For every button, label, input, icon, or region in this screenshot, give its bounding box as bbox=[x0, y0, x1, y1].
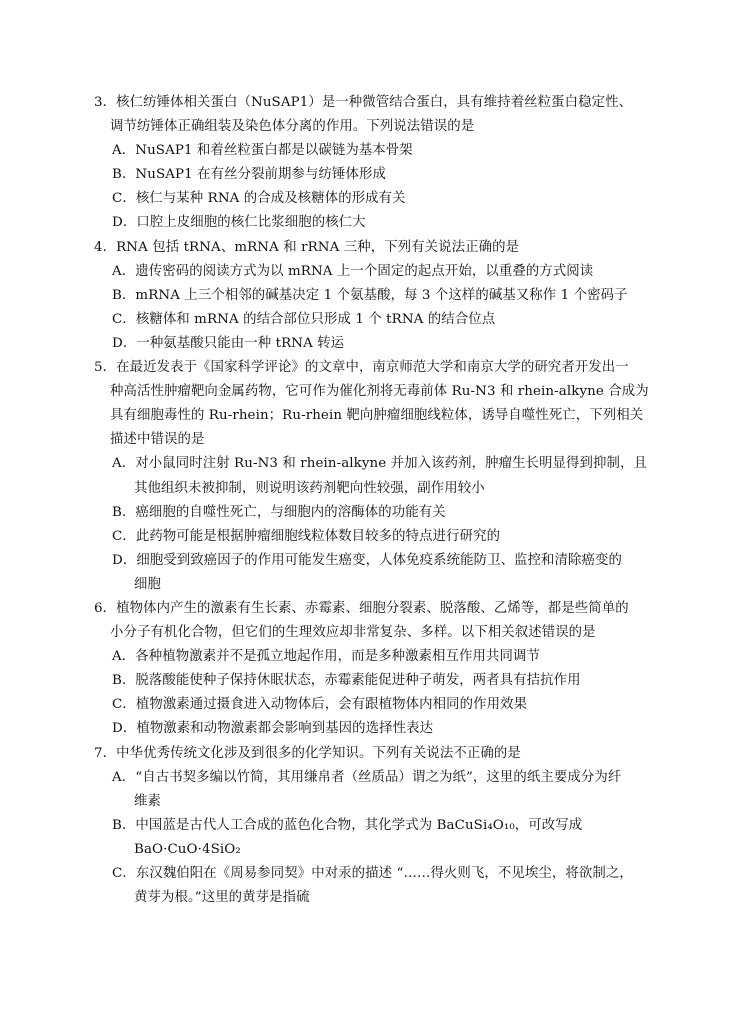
answer-option-continued: BaO·CuO·4SiO₂ bbox=[134, 841, 241, 857]
answer-option: A．各种植物激素并不是孤立地起作用，而是多种激素相互作用共同调节 bbox=[112, 649, 540, 665]
question-7 bbox=[94, 742, 654, 911]
answer-option: B．mRNA 上三个相邻的碱基决定 1 个氨基酸，每 3 个这样的碱基又称作 1 个密码子 bbox=[112, 287, 628, 303]
question-stem: 6．植物体内产生的激素有生长素、赤霉素、细胞分裂素、脱落酸、乙烯等，都是些简单的 bbox=[94, 600, 629, 616]
answer-option: B．脱落酸能使种子保持休眠状态，赤霉素能促进种子萌发，两者具有拮抗作用 bbox=[112, 673, 581, 689]
question-stem-continued: 种高活性肿瘤靶向金属药物，它可作为催化剂将无毒前体 Ru-N3 和 rhein-alkyne 合成为 bbox=[110, 384, 649, 400]
answer-option: D．植物激素和动物激素都会影响到基因的选择性表达 bbox=[112, 721, 434, 737]
answer-option-continued: 细胞 bbox=[134, 576, 161, 592]
question-stem: 4．RNA 包括 tRNA、mRNA 和 rRNA 三种，下列有关说法正确的是 bbox=[94, 239, 520, 255]
question-stem-continued: 小分子有机化合物，但它们的生理效应却非常复杂、多样。以下相关叙述错误的是 bbox=[110, 625, 596, 641]
question-stem-continued: 具有细胞毒性的 Ru-rhein；Ru-rhein 靶向肿瘤细胞线粒体，诱导自噬性死亡，下列相关 bbox=[110, 408, 644, 424]
answer-option: D．细胞受到致癌因子的作用可能发生癌变，人体免疫系统能防卫、监控和清除癌变的 bbox=[112, 552, 622, 568]
answer-option: D．一种氨基酸只能由一种 tRNA 转运 bbox=[112, 335, 345, 351]
answer-option: A．NuSAP1 和着丝粒蛋白都是以碳链为基本骨架 bbox=[112, 143, 413, 159]
question-3 bbox=[94, 91, 654, 236]
answer-option: B．癌细胞的自噬性死亡，与细胞内的溶酶体的功能有关 bbox=[112, 504, 446, 520]
question-stem-continued: 调节纺锤体正确组装及染色体分离的作用。下列说法错误的是 bbox=[110, 119, 475, 135]
question-list bbox=[94, 91, 654, 910]
answer-option-continued: 维素 bbox=[134, 793, 161, 809]
question-6 bbox=[94, 597, 654, 742]
answer-option: B．NuSAP1 在有丝分裂前期参与纺锤体形成 bbox=[112, 167, 386, 183]
question-stem: 5．在最近发表于《国家科学评论》的文章中，南京师范大学和南京大学的研究者开发出一 bbox=[94, 360, 629, 376]
answer-option: C．东汉魏伯阳在《周易参同契》中对汞的描述 “……得火则飞，不见埃尘，将欲制之， bbox=[112, 866, 633, 881]
question-stem: 7．中华优秀传统文化涉及到很多的化学知识。下列有关说法不正确的是 bbox=[94, 745, 521, 761]
question-stem: 3．核仁纺锤体相关蛋白（NuSAP1）是一种微管结合蛋白，具有维持着丝粒蛋白稳定性、 bbox=[94, 95, 633, 110]
answer-option-continued: 其他组织未被抑制，则说明该药剂靶向性较强，副作用较小 bbox=[134, 480, 485, 496]
question-5 bbox=[94, 356, 654, 597]
question-stem-continued: 描述中错误的是 bbox=[110, 432, 205, 448]
answer-option-continued: 黄芽为根。”这里的黄芽是指硫 bbox=[134, 890, 310, 906]
answer-option: C．此药物可能是根据肿瘤细胞线粒体数目较多的特点进行研究的 bbox=[112, 528, 501, 544]
answer-option: A．遗传密码的阅读方式为以 mRNA 上一个固定的起点开始，以重叠的方式阅读 bbox=[112, 263, 594, 279]
answer-option: A．“自古书契多编以竹简，其用缣帛者（丝质品）谓之为纸”，这里的纸主要成分为纤 bbox=[112, 769, 622, 785]
answer-option: C．植物激素通过摄食进入动物体后，会有跟植物体内相同的作用效果 bbox=[112, 697, 528, 713]
answer-option: C．核仁与某种 RNA 的合成及核糖体的形成有关 bbox=[112, 191, 406, 207]
answer-option: B．中国蓝是古代人工合成的蓝色化合物，其化学式为 BaCuSi₄O₁₀，可改写成 bbox=[112, 817, 583, 833]
answer-option: C．核糖体和 mRNA 的结合部位只形成 1 个 tRNA 的结合位点 bbox=[112, 311, 496, 327]
question-4 bbox=[94, 236, 654, 356]
answer-option: A．对小鼠同时注射 Ru-N3 和 rhein-alkyne 并加入该药剂，肿瘤生长明显得到抑制，且 bbox=[112, 456, 647, 472]
answer-option: D．口腔上皮细胞的核仁比浆细胞的核仁大 bbox=[112, 215, 366, 231]
